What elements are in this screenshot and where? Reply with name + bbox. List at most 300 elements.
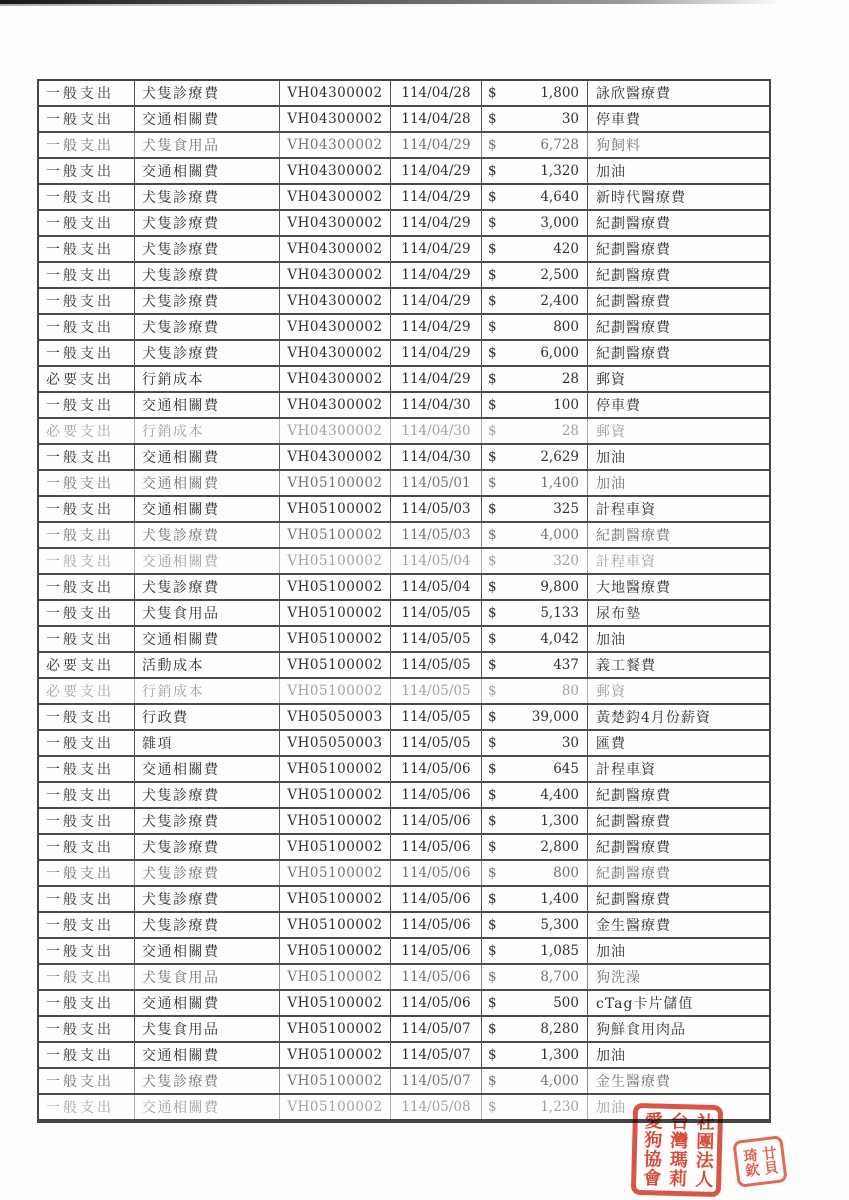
currency-symbol: $: [488, 475, 497, 491]
cell-amount: [482, 887, 588, 911]
currency-symbol: $: [488, 969, 497, 985]
cell-expense-category: 一般支出: [39, 965, 135, 989]
cell-amount: [482, 315, 588, 339]
cell-voucher-number: VH04300002: [280, 289, 391, 313]
cell-voucher-number: VH04300002: [280, 367, 391, 391]
cell-voucher-number: VH05100002: [280, 523, 391, 547]
currency-symbol: $: [488, 553, 497, 569]
table-row: [39, 653, 769, 679]
table-row: [39, 1069, 769, 1095]
cell-amount: [482, 965, 588, 989]
cell-expense-category: 一般支出: [39, 185, 135, 209]
currency-symbol: $: [488, 865, 497, 881]
cell-voucher-number: VH05100002: [280, 497, 391, 521]
cell-expense-type: 犬隻診療費: [135, 341, 280, 365]
cell-voucher-number: VH05100002: [280, 809, 391, 833]
cell-expense-category: 一般支出: [39, 783, 135, 807]
cell-expense-type: 犬隻診療費: [135, 289, 280, 313]
cell-amount: [482, 991, 588, 1015]
cell-date: 114/05/06: [391, 939, 482, 963]
amount-value: 3,000: [540, 215, 579, 231]
currency-symbol: $: [488, 293, 497, 309]
table-row: [39, 627, 769, 653]
cell-date: 114/05/08: [391, 1095, 482, 1119]
cell-date: 114/04/29: [391, 289, 482, 313]
cell-expense-type: 犬隻診療費: [135, 81, 280, 105]
cell-voucher-number: VH05100002: [280, 757, 391, 781]
cell-date: 114/05/03: [391, 523, 482, 547]
table-row: [39, 887, 769, 913]
cell-expense-category: 一般支出: [39, 445, 135, 469]
cell-date: 114/05/04: [391, 575, 482, 599]
amount-value: 1,300: [540, 813, 579, 829]
amount-value: 6,000: [540, 345, 579, 361]
cell-expense-category: 一般支出: [39, 601, 135, 625]
cell-voucher-number: VH05100002: [280, 601, 391, 625]
cell-description: 紀劃醫療費: [596, 268, 671, 284]
cell-amount: [482, 341, 588, 365]
cell-expense-category: 一般支出: [39, 289, 135, 313]
amount-value: 28: [561, 371, 579, 387]
amount-value: 4,042: [540, 631, 579, 647]
cell-voucher-number: VH04300002: [280, 185, 391, 209]
table-row: [39, 575, 769, 601]
cell-date: 114/05/05: [391, 601, 482, 625]
cell-description: 停車費: [596, 112, 641, 128]
cell-date: 114/04/29: [391, 237, 482, 261]
amount-value: 800: [553, 865, 579, 881]
table-row: [39, 185, 769, 211]
amount-value: 1,400: [540, 891, 579, 907]
cell-expense-type: 交通相關費: [135, 939, 280, 963]
cell-voucher-number: VH05100002: [280, 627, 391, 651]
currency-symbol: $: [488, 579, 497, 595]
table-row: [39, 81, 769, 107]
currency-symbol: $: [488, 163, 497, 179]
table-row: [39, 1017, 769, 1043]
currency-symbol: $: [488, 1099, 497, 1115]
cell-amount: [482, 757, 588, 781]
cell-amount: [482, 835, 588, 859]
table-row: [39, 835, 769, 861]
cell-voucher-number: VH04300002: [280, 107, 391, 131]
cell-expense-category: 一般支出: [39, 575, 135, 599]
cell-date: 114/05/06: [391, 965, 482, 989]
cell-date: 114/05/06: [391, 861, 482, 885]
cell-date: 114/04/30: [391, 393, 482, 417]
cell-expense-category: 一般支出: [39, 1095, 135, 1119]
table-row: [39, 133, 769, 159]
cell-date: 114/04/29: [391, 367, 482, 391]
currency-symbol: $: [488, 657, 497, 673]
cell-amount: [482, 393, 588, 417]
cell-description: 紀劃醫療費: [596, 814, 671, 830]
cell-description: 加油: [596, 632, 626, 648]
table-row: [39, 315, 769, 341]
table-row: [39, 107, 769, 133]
cell-expense-category: 一般支出: [39, 159, 135, 183]
currency-symbol: $: [488, 1047, 497, 1063]
cell-expense-category: 一般支出: [39, 549, 135, 573]
cell-date: 114/04/29: [391, 341, 482, 365]
cell-description: 金生醫療費: [596, 918, 671, 934]
table-row: [39, 159, 769, 185]
cell-expense-category: 一般支出: [39, 809, 135, 833]
cell-expense-category: 一般支出: [39, 315, 135, 339]
currency-symbol: $: [488, 631, 497, 647]
cell-description: 加油: [596, 476, 626, 492]
cell-amount: [482, 81, 588, 105]
cell-expense-type: 犬隻診療費: [135, 783, 280, 807]
amount-value: 9,800: [540, 579, 579, 595]
cell-description: 郵資: [596, 424, 626, 440]
cell-description: 紀劃醫療費: [596, 866, 671, 882]
cell-description: 加油: [596, 944, 626, 960]
cell-voucher-number: VH05100002: [280, 471, 391, 495]
cell-voucher-number: VH05100002: [280, 679, 391, 703]
cell-expense-type: 行銷成本: [135, 679, 280, 703]
amount-value: 2,500: [540, 267, 579, 283]
cell-description: 匯費: [596, 736, 626, 752]
amount-value: 8,280: [540, 1021, 579, 1037]
currency-symbol: $: [488, 189, 497, 205]
cell-description: 紀劃醫療費: [596, 788, 671, 804]
cell-amount: [482, 601, 588, 625]
cell-date: 114/05/07: [391, 1043, 482, 1067]
cell-description: 紀劃醫療費: [596, 216, 671, 232]
cell-amount: [482, 185, 588, 209]
cell-voucher-number: VH04300002: [280, 341, 391, 365]
cell-voucher-number: VH05050003: [280, 731, 391, 755]
cell-description: 計程車資: [596, 762, 656, 778]
cell-date: 114/05/07: [391, 1017, 482, 1041]
cell-amount: [482, 679, 588, 703]
cell-expense-category: 必要支出: [39, 419, 135, 443]
table-row: [39, 367, 769, 393]
cell-expense-type: 犬隻食用品: [135, 601, 280, 625]
amount-value: 1,230: [540, 1099, 579, 1115]
cell-amount: [482, 419, 588, 443]
table-row: [39, 393, 769, 419]
amount-value: 4,000: [540, 527, 579, 543]
table-row: [39, 523, 769, 549]
amount-value: 4,400: [540, 787, 579, 803]
currency-symbol: $: [488, 709, 497, 725]
amount-value: 500: [553, 995, 579, 1011]
cell-expense-type: 犬隻診療費: [135, 809, 280, 833]
currency-symbol: $: [488, 917, 497, 933]
scanner-edge-artifact-secondary: [0, 4, 500, 6]
amount-value: 4,640: [540, 189, 579, 205]
cell-voucher-number: VH05100002: [280, 549, 391, 573]
cell-date: 114/04/29: [391, 263, 482, 287]
currency-symbol: $: [488, 1021, 497, 1037]
amount-value: 39,000: [531, 709, 579, 725]
cell-expense-category: 一般支出: [39, 1017, 135, 1041]
cell-expense-type: 犬隻診療費: [135, 523, 280, 547]
currency-symbol: $: [488, 735, 497, 751]
cell-description: 紀劃醫療費: [596, 840, 671, 856]
cell-date: 114/04/29: [391, 133, 482, 157]
cell-expense-type: 行銷成本: [135, 367, 280, 391]
cell-date: 114/04/29: [391, 211, 482, 235]
cell-voucher-number: VH04300002: [280, 393, 391, 417]
cell-expense-type: 交通相關費: [135, 107, 280, 131]
cell-amount: [482, 523, 588, 547]
cell-amount: [482, 549, 588, 573]
cell-expense-type: 犬隻食用品: [135, 133, 280, 157]
cell-voucher-number: VH04300002: [280, 419, 391, 443]
cell-amount: [482, 939, 588, 963]
cell-voucher-number: VH05100002: [280, 1043, 391, 1067]
personal-name-seal-text: 廿貝 琦欽: [740, 1144, 780, 1179]
cell-expense-type: 交通相關費: [135, 497, 280, 521]
table-row: [39, 601, 769, 627]
table-row: [39, 705, 769, 731]
currency-symbol: $: [488, 891, 497, 907]
cell-description: 加油: [596, 1100, 626, 1116]
cell-amount: [482, 1069, 588, 1093]
cell-expense-category: 一般支出: [39, 133, 135, 157]
table-row: [39, 783, 769, 809]
cell-expense-category: 一般支出: [39, 731, 135, 755]
cell-description: 郵資: [596, 372, 626, 388]
cell-description: 狗飼料: [596, 138, 641, 154]
table-row: [39, 419, 769, 445]
table-row: [39, 731, 769, 757]
cell-amount: [482, 471, 588, 495]
cell-voucher-number: VH04300002: [280, 237, 391, 261]
amount-value: 645: [553, 761, 579, 777]
cell-expense-type: 犬隻診療費: [135, 575, 280, 599]
amount-value: 1,400: [540, 475, 579, 491]
cell-description: 紀劃醫療費: [596, 320, 671, 336]
cell-voucher-number: VH04300002: [280, 133, 391, 157]
cell-voucher-number: VH05100002: [280, 991, 391, 1015]
cell-voucher-number: VH05100002: [280, 835, 391, 859]
amount-value: 5,300: [540, 917, 579, 933]
currency-symbol: $: [488, 1073, 497, 1089]
amount-value: 437: [553, 657, 579, 673]
cell-expense-category: 一般支出: [39, 393, 135, 417]
table-row: [39, 1043, 769, 1069]
amount-value: 30: [561, 735, 579, 751]
cell-voucher-number: VH04300002: [280, 81, 391, 105]
cell-amount: [482, 133, 588, 157]
table-row: [39, 341, 769, 367]
cell-expense-type: 交通相關費: [135, 757, 280, 781]
cell-expense-category: 一般支出: [39, 1043, 135, 1067]
cell-date: 114/04/30: [391, 419, 482, 443]
cell-date: 114/05/06: [391, 887, 482, 911]
amount-value: 6,728: [540, 137, 579, 153]
cell-expense-category: 一般支出: [39, 471, 135, 495]
cell-expense-category: 一般支出: [39, 237, 135, 261]
cell-voucher-number: VH05100002: [280, 1017, 391, 1041]
cell-amount: [482, 1017, 588, 1041]
cell-expense-category: 必要支出: [39, 679, 135, 703]
amount-value: 5,133: [540, 605, 579, 621]
cell-amount: [482, 653, 588, 677]
cell-expense-category: 一般支出: [39, 835, 135, 859]
table-row: [39, 757, 769, 783]
cell-description: cTag卡片儲值: [596, 996, 694, 1012]
amount-value: 4,000: [540, 1073, 579, 1089]
cell-expense-category: 必要支出: [39, 653, 135, 677]
table-row: [39, 211, 769, 237]
currency-symbol: $: [488, 241, 497, 257]
cell-voucher-number: VH05100002: [280, 783, 391, 807]
amount-value: 1,300: [540, 1047, 579, 1063]
cell-expense-type: 犬隻診療費: [135, 1069, 280, 1093]
cell-description: 狗鮮食用肉品: [596, 1022, 686, 1038]
cell-expense-category: 一般支出: [39, 757, 135, 781]
table-row: [39, 913, 769, 939]
cell-expense-category: 一般支出: [39, 341, 135, 365]
amount-value: 1,320: [540, 163, 579, 179]
table-row: [39, 861, 769, 887]
cell-amount: [482, 575, 588, 599]
currency-symbol: $: [488, 215, 497, 231]
cell-description: 黃楚鈞4月份薪資: [596, 710, 711, 726]
cell-amount: [482, 211, 588, 235]
cell-voucher-number: VH04300002: [280, 315, 391, 339]
amount-value: 8,700: [540, 969, 579, 985]
cell-expense-category: 一般支出: [39, 939, 135, 963]
cell-amount: [482, 263, 588, 287]
currency-symbol: $: [488, 527, 497, 543]
cell-date: 114/05/06: [391, 835, 482, 859]
cell-expense-type: 交通相關費: [135, 1043, 280, 1067]
cell-date: 114/05/05: [391, 731, 482, 755]
cell-amount: [482, 1095, 588, 1119]
table-row: [39, 809, 769, 835]
currency-symbol: $: [488, 371, 497, 387]
cell-amount: [482, 783, 588, 807]
table-row: [39, 965, 769, 991]
currency-symbol: $: [488, 137, 497, 153]
currency-symbol: $: [488, 85, 497, 101]
cell-expense-type: 雜項: [135, 731, 280, 755]
cell-expense-type: 行政費: [135, 705, 280, 729]
cell-expense-type: 犬隻診療費: [135, 861, 280, 885]
cell-description: 加油: [596, 164, 626, 180]
cell-description: 加油: [596, 450, 626, 466]
amount-value: 30: [561, 111, 579, 127]
cell-date: 114/05/06: [391, 757, 482, 781]
cell-date: 114/05/01: [391, 471, 482, 495]
cell-amount: [482, 107, 588, 131]
personal-name-seal: [732, 1135, 787, 1188]
cell-description: 計程車資: [596, 554, 656, 570]
cell-date: 114/04/29: [391, 159, 482, 183]
cell-expense-category: 一般支出: [39, 913, 135, 937]
cell-expense-category: 一般支出: [39, 627, 135, 651]
cell-expense-type: 活動成本: [135, 653, 280, 677]
cell-expense-type: 交通相關費: [135, 627, 280, 651]
cell-description: 紀劃醫療費: [596, 346, 671, 362]
amount-value: 1,800: [540, 85, 579, 101]
cell-expense-type: 犬隻診療費: [135, 263, 280, 287]
amount-value: 80: [561, 683, 579, 699]
amount-value: 100: [553, 397, 579, 413]
amount-value: 2,800: [540, 839, 579, 855]
cell-description: 狗洗澡: [596, 970, 641, 986]
cell-date: 114/05/07: [391, 1069, 482, 1093]
amount-value: 2,400: [540, 293, 579, 309]
currency-symbol: $: [488, 943, 497, 959]
table-row: [39, 939, 769, 965]
cell-amount: [482, 705, 588, 729]
currency-symbol: $: [488, 345, 497, 361]
cell-expense-type: 交通相關費: [135, 393, 280, 417]
cell-amount: [482, 159, 588, 183]
currency-symbol: $: [488, 267, 497, 283]
cell-voucher-number: VH05100002: [280, 575, 391, 599]
table-row: [39, 471, 769, 497]
cell-voucher-number: VH04300002: [280, 263, 391, 287]
cell-expense-category: 一般支出: [39, 991, 135, 1015]
cell-amount: [482, 809, 588, 833]
cell-amount: [482, 861, 588, 885]
cell-date: 114/04/29: [391, 185, 482, 209]
cell-date: 114/05/06: [391, 991, 482, 1015]
amount-value: 28: [561, 423, 579, 439]
cell-expense-category: 一般支出: [39, 497, 135, 521]
table-row: [39, 497, 769, 523]
cell-expense-type: 犬隻食用品: [135, 965, 280, 989]
cell-expense-type: 交通相關費: [135, 1095, 280, 1119]
cell-expense-category: 必要支出: [39, 367, 135, 391]
cell-date: 114/04/30: [391, 445, 482, 469]
cell-description: 計程車資: [596, 502, 656, 518]
cell-description: 紀劃醫療費: [596, 892, 671, 908]
cell-voucher-number: VH05100002: [280, 1095, 391, 1119]
amount-value: 320: [553, 553, 579, 569]
cell-voucher-number: VH04300002: [280, 159, 391, 183]
cell-expense-type: 行銷成本: [135, 419, 280, 443]
cell-expense-type: 交通相關費: [135, 549, 280, 573]
currency-symbol: $: [488, 761, 497, 777]
cell-amount: [482, 627, 588, 651]
cell-expense-type: 犬隻食用品: [135, 1017, 280, 1041]
cell-amount: [482, 731, 588, 755]
cell-description: 停車費: [596, 398, 641, 414]
cell-description: 義工餐費: [596, 658, 656, 674]
currency-symbol: $: [488, 111, 497, 127]
cell-amount: [482, 913, 588, 937]
cell-description: 金生醫療費: [596, 1074, 671, 1090]
cell-expense-type: 犬隻診療費: [135, 835, 280, 859]
cell-date: 114/04/29: [391, 315, 482, 339]
cell-voucher-number: VH05100002: [280, 939, 391, 963]
organization-seal-text: 社團法人 台灣瑪莉 愛狗協會: [640, 1111, 715, 1189]
cell-expense-category: 一般支出: [39, 263, 135, 287]
currency-symbol: $: [488, 423, 497, 439]
cell-date: 114/05/06: [391, 783, 482, 807]
cell-description: 加油: [596, 1048, 626, 1064]
table-row: [39, 679, 769, 705]
cell-expense-category: 一般支出: [39, 705, 135, 729]
amount-value: 325: [553, 501, 579, 517]
table-row: [39, 445, 769, 471]
cell-date: 114/04/28: [391, 107, 482, 131]
cell-expense-category: 一般支出: [39, 107, 135, 131]
cell-expense-type: 交通相關費: [135, 471, 280, 495]
cell-description: 新時代醫療費: [596, 190, 686, 206]
cell-date: 114/05/03: [391, 497, 482, 521]
table-row: [39, 237, 769, 263]
